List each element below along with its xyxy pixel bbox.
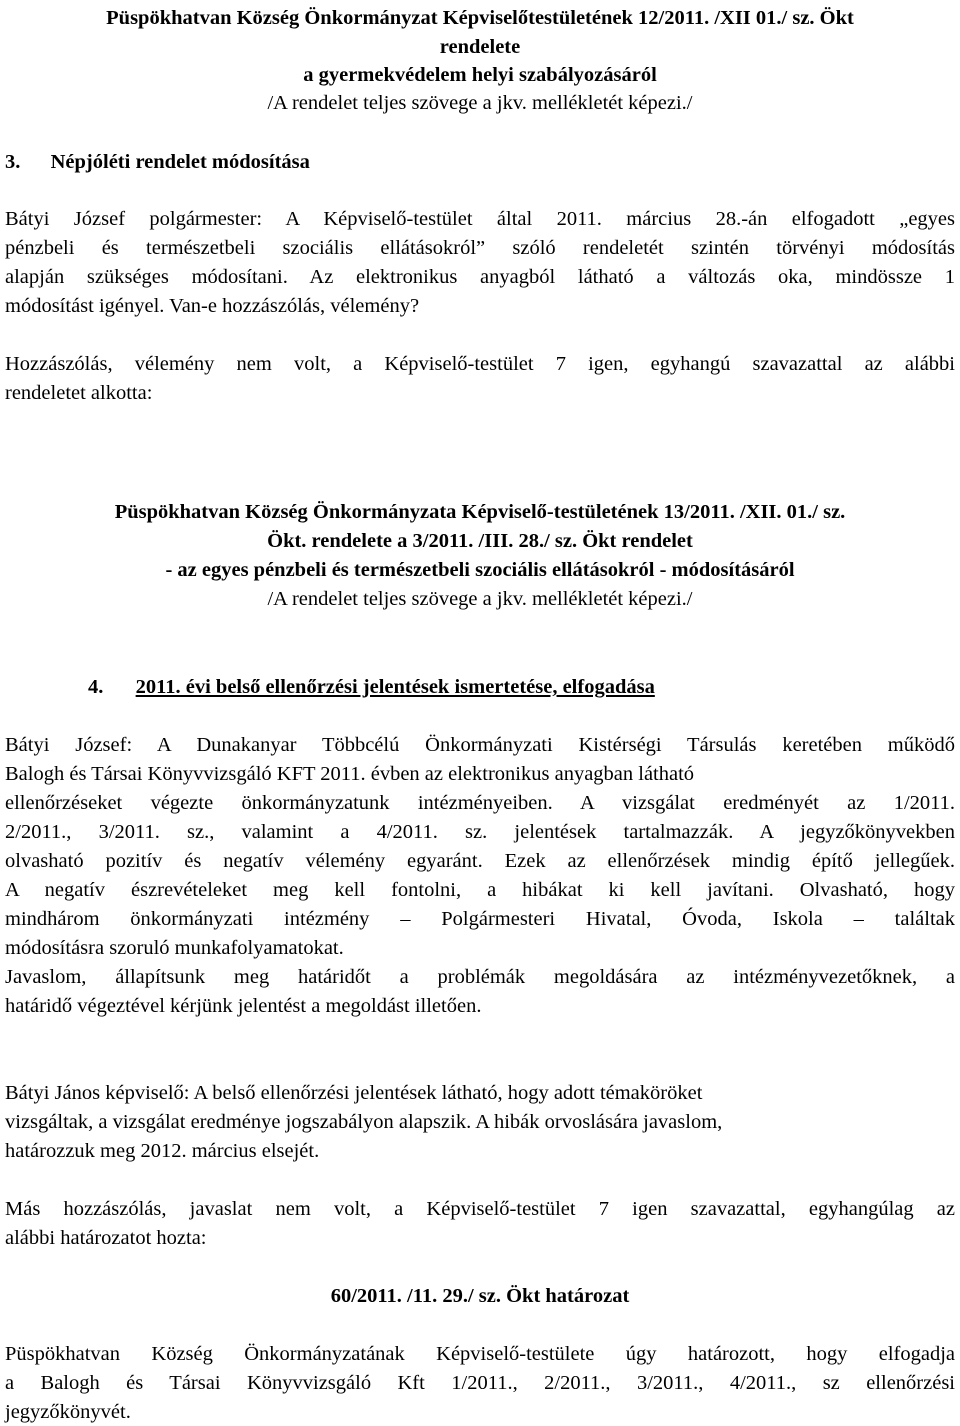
item-3-title: Népjóléti rendelet módosítása [50, 151, 310, 173]
item-3-para-2-line-2: rendeletet alkotta: [5, 382, 153, 404]
item-4-para-2-line-3: határozzuk meg 2012. március elsejét. [5, 1140, 320, 1162]
item-4-para-1-line-4: 2/2011., 3/2011. sz., valamint a 4/2011. sz. jelentések tartalmazzák. A jegyzőkönyvekben [5, 821, 955, 843]
item-3-para-1-line-3: alapján szükséges módosítani. Az elektronikus anyagból látható a változás oka, mindössze 1 [5, 266, 955, 288]
item-4-para-1-line-5: olvasható pozitív és negatív vélemény egyaránt. Ezek az ellenőrzések mindig építő jellegűek. [5, 850, 955, 872]
item-4-number: 4. [88, 676, 104, 698]
item-3-para-1-line-1: Bátyi József polgármester: A Képviselő-testület által 2011. március 28.-án elfogadott „egyes [5, 208, 955, 230]
decree-title-line-2: Ökt. rendelete a 3/2011. /III. 28./ sz. Ökt rendelet [267, 530, 693, 552]
resolution-line-2: a Balogh és Társai Könyvvizsgáló Kft 1/2011., 2/2011., 3/2011., 4/2011., sz ellenőrzési [5, 1372, 955, 1394]
item-4-para-1-line-7: mindhárom önkormányzati intézmény – Polgármesteri Hivatal, Óvoda, Iskola – találtak [5, 908, 955, 930]
item-3-para-2-line-1: Hozzászólás, vélemény nem volt, a Képviselő-testület 7 igen, egyhangú szavazattal az alábbi [5, 353, 955, 375]
item-4-para-2-line-1: Bátyi János képviselő: A belső ellenőrzési jelentések látható, hogy adott témaköröket [5, 1082, 703, 1104]
decree-title-line-1: Püspökhatvan Község Önkormányzata Képviselő-testületének 13/2011. /XII. 01./ sz. [114, 501, 846, 523]
item-4-para-2-line-2: vizsgáltak, a vizsgálat eredménye jogszabályon alapszik. A hibák orvoslására javaslom, [5, 1111, 723, 1133]
item-4-para-3-line-1: Más hozzászólás, javaslat nem volt, a Képviselő-testület 7 igen szavazattal, egyhangúlag az [5, 1198, 955, 1220]
item-4-title: 2011. évi belső ellenőrzési jelentések ismertetése, elfogadása [135, 676, 655, 698]
item-4-para-1-line-2: Balogh és Társai Könyvvizsgáló KFT 2011. évben az elektronikus anyagban látható [5, 763, 695, 785]
item-3-number: 3. [5, 151, 21, 173]
header-note: /A rendelet teljes szövege a jkv. mellékletét képezi./ [267, 92, 693, 114]
item-4-para-1-line-8: módosításra szoruló munkafolyamatokat. [5, 937, 344, 959]
item-4-para-1-line-10: határidő végeztével kérjünk jelentést a megoldást illetően. [5, 995, 482, 1017]
item-3-para-1-line-2: pénzbeli és természetbeli szociális ellátásokról” szóló rendeletét szintén törvényi módosítás [5, 237, 955, 259]
resolution-line-3: jegyzőkönyvét. [5, 1401, 131, 1423]
resolution-line-1: Püspökhatvan Község Önkormányzatának Képviselő-testülete úgy határozott, hogy elfogadja [5, 1343, 955, 1365]
item-4-para-1-line-3: ellenőrzéseket végezte önkormányzatunk intézményeiben. A vizsgálat eredményét az 1/2011. [5, 792, 955, 814]
header-title-line-2: rendelete [439, 36, 521, 58]
decree-note: /A rendelet teljes szövege a jkv. mellékletét képezi./ [267, 588, 693, 610]
item-4-para-1-line-9: Javaslom, állapítsunk meg határidőt a problémák megoldására az intézményvezetőknek, a [5, 966, 955, 988]
item-3-para-1-line-4: módosítást igényel. Van-e hozzászólás, vélemény? [5, 295, 420, 317]
item-4-para-1-line-1: Bátyi József: A Dunakanyar Többcélú Önkormányzati Kistérségi Társulás keretében működő [5, 734, 955, 756]
item-4-heading [88, 673, 955, 701]
item-4-para-3-line-2: alábbi határozatot hozta: [5, 1227, 207, 1249]
item-3-heading [5, 148, 955, 176]
item-4-para-1-line-6: A negatív észrevételeket meg kell fontolni, a hibákat ki kell javítani. Olvasható, hogy [5, 879, 955, 901]
decree-title-line-3: - az egyes pénzbeli és természetbeli szociális ellátásokról - módosításáról [165, 559, 795, 581]
resolution-title: 60/2011. /11. 29./ sz. Ökt határozat [330, 1285, 630, 1307]
header-title-line-1: Püspökhatvan Község Önkormányzat Képviselőtestületének 12/2011. /XII 01./ sz. Ökt [106, 7, 854, 29]
header-title-line-3: a gyermekvédelem helyi szabályozásáról [303, 64, 657, 86]
